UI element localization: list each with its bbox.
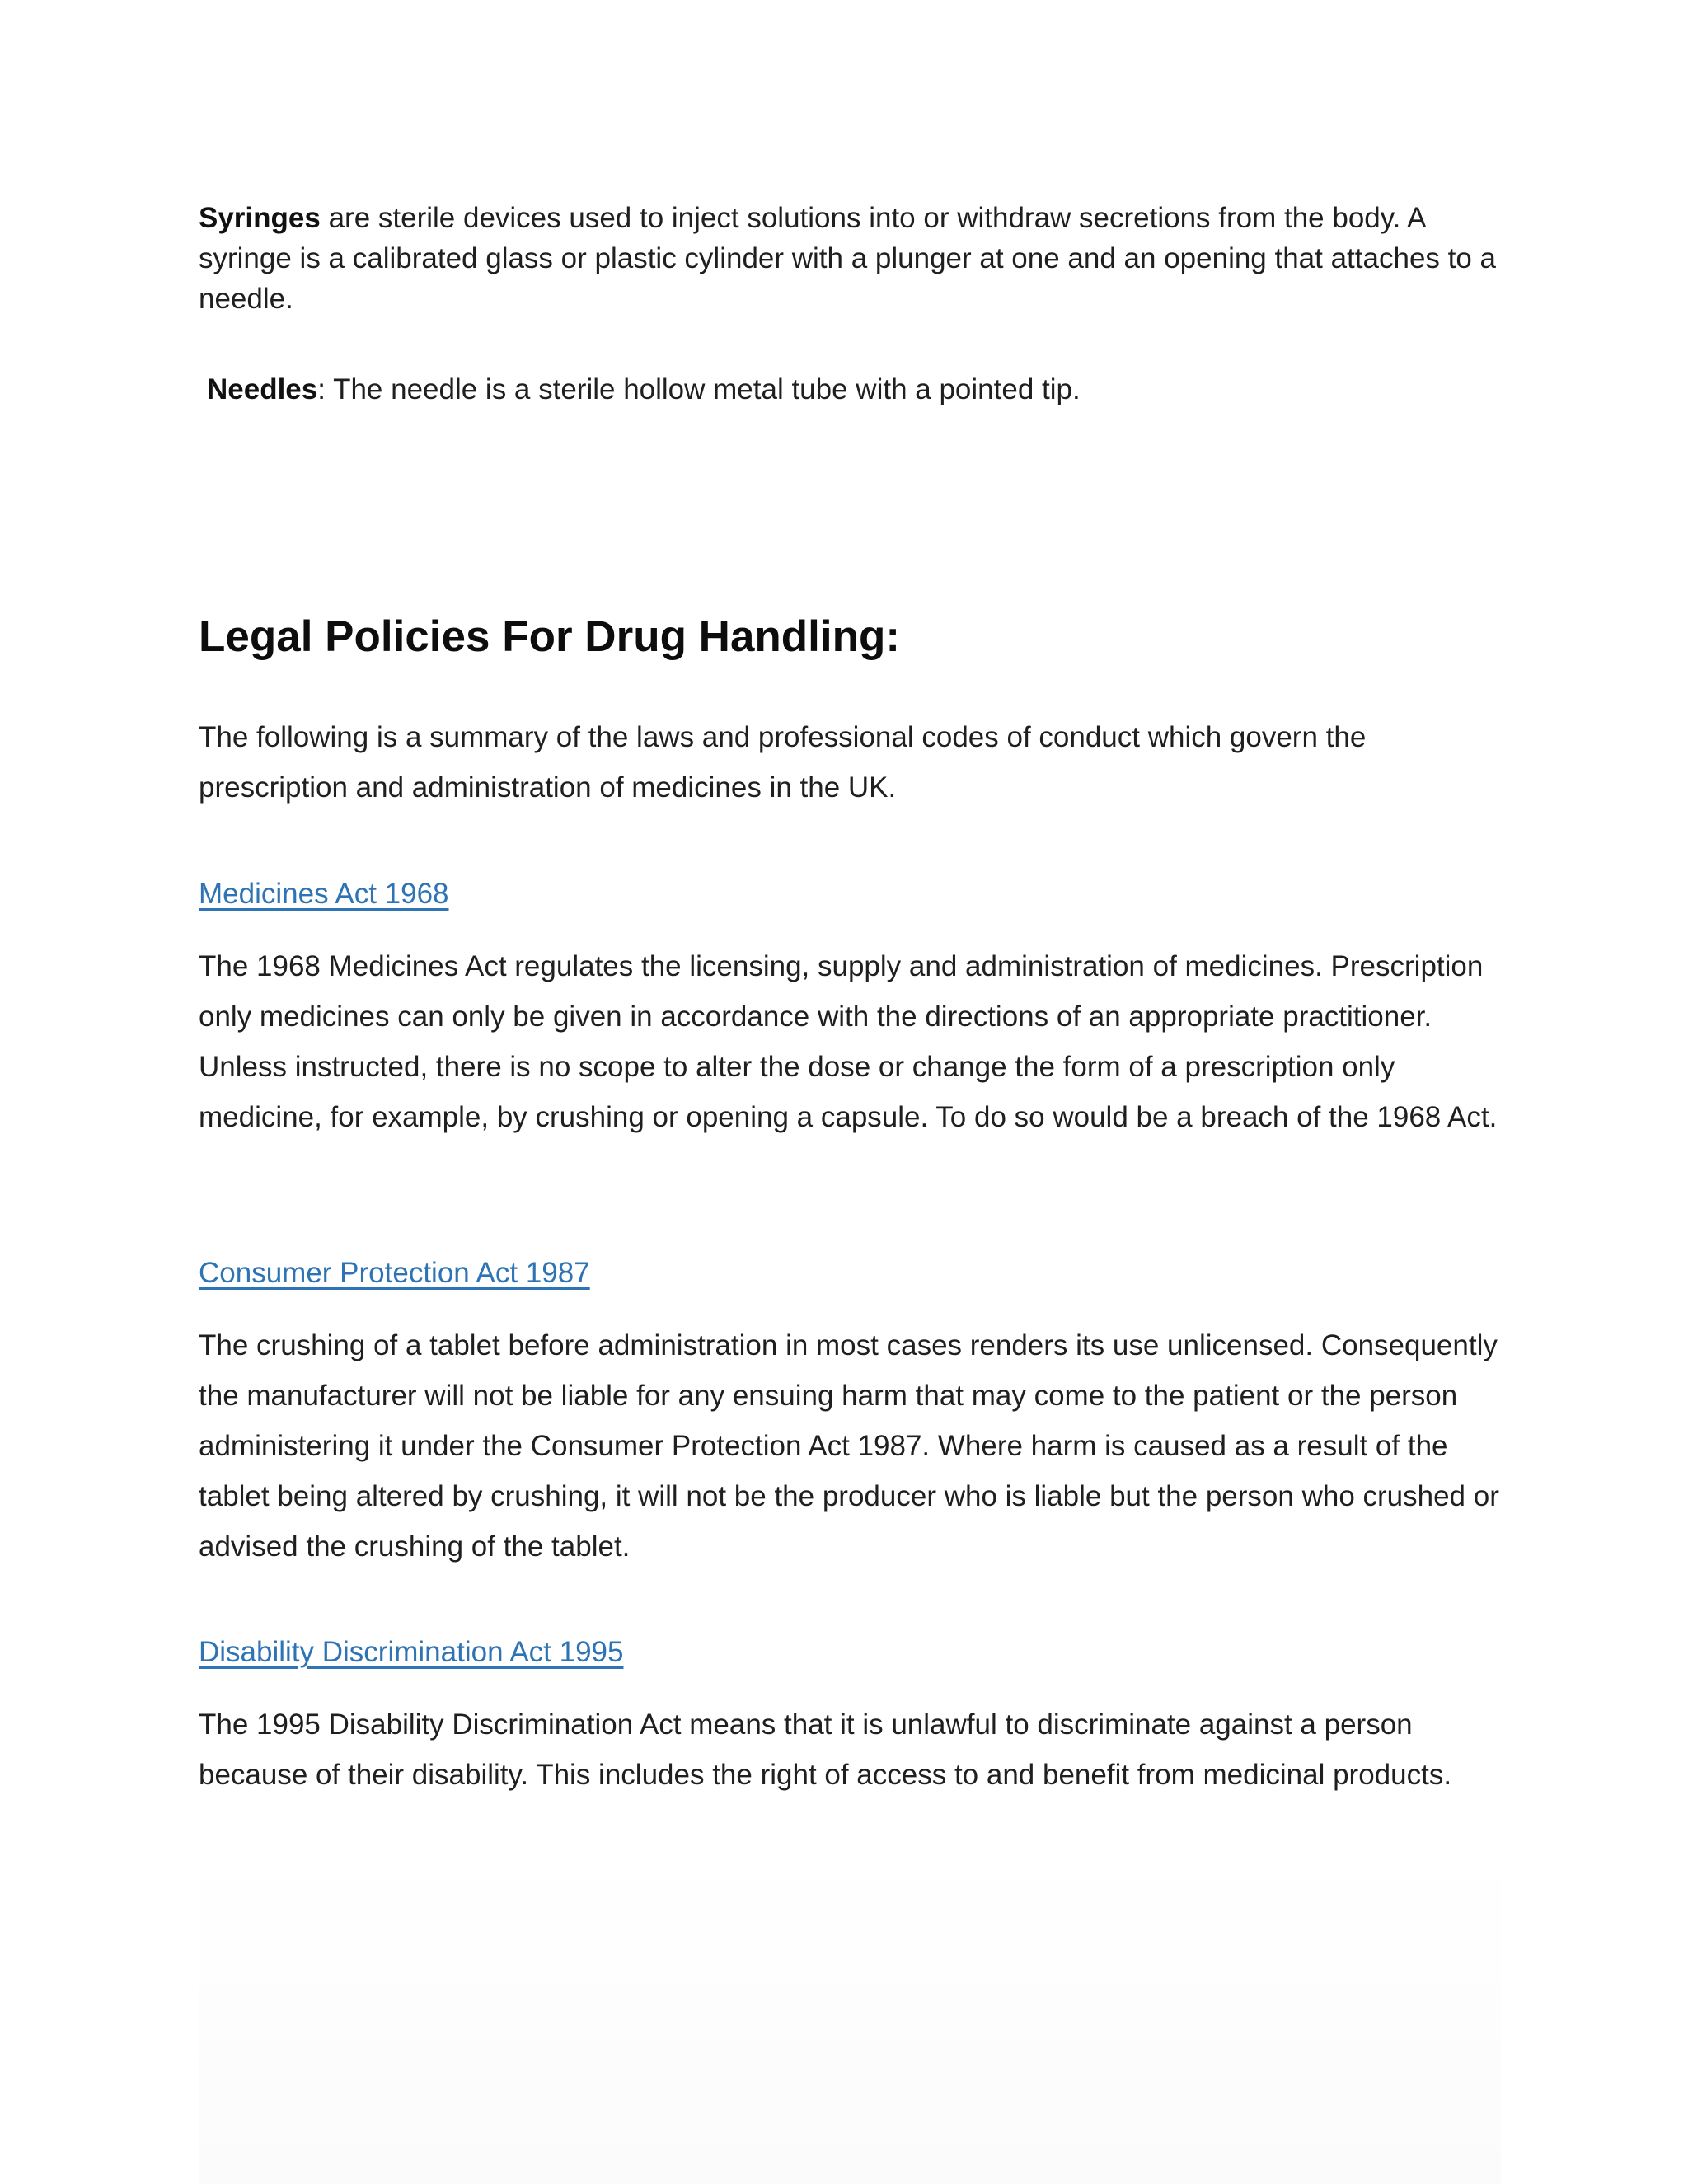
consumer-protection-act-link-row: [199, 1253, 1501, 1293]
consumer-protection-act-link[interactable]: Consumer Protection Act 1987: [199, 1257, 590, 1289]
syringes-term: Syringes: [199, 202, 321, 234]
section-heading: Legal Policies For Drug Handling:: [199, 612, 901, 661]
disability-discrimination-act-link[interactable]: Disability Discrimination Act 1995: [199, 1636, 624, 1668]
page-bottom-area: [199, 1846, 1501, 2184]
syringes-paragraph: [199, 198, 1501, 319]
medicines-act-link-row: [199, 874, 1501, 914]
medicines-act-link[interactable]: Medicines Act 1968: [199, 878, 449, 910]
needles-definition: : The needle is a sterile hollow metal tube with a pointed tip.: [317, 373, 1081, 405]
needles-term: Needles: [207, 373, 318, 405]
syringes-definition: are sterile devices used to inject solutions into or withdraw secretions from the body. A syringe is a calibrated glass or plastic cylinder with a plunger at one and an opening that attaches to a needle.: [199, 202, 1497, 315]
disability-discrimination-act-link-row: [199, 1632, 1501, 1672]
consumer-protection-act-paragraph: The crushing of a tablet before administration in most cases renders its use unlicensed. Consequently the manufacturer will not be liable for any ensuing harm that may come to the patient or the person administering it under the Consumer Protection Act 1987. Where harm is caused as a result of the tablet being altered by crushing, it will not be the producer who is liable but the person who crushed or advised the crushing of the tablet.: [199, 1329, 1499, 1563]
needles-paragraph: [207, 369, 1509, 410]
disability-discrimination-act-paragraph: The 1995 Disability Discrimination Act means that it is unlawful to discriminate against a person because of their disability. This includes the right of access to and benefit from medicinal products.: [199, 1708, 1452, 1791]
summary-paragraph: The following is a summary of the laws and professional codes of conduct which govern the prescription and administration of medicines in the UK.: [199, 721, 1367, 804]
medicines-act-paragraph: The 1968 Medicines Act regulates the licensing, supply and administration of medicines. Prescription only medicines can only be given in accordance with the directions of an appropriate practitioner. Unless instructed, there is no scope to alter the dose or change the form of a prescription only medicine, for example, by crushing or opening a capsule. To do so would be a breach of the 1968 Act.: [199, 950, 1498, 1133]
